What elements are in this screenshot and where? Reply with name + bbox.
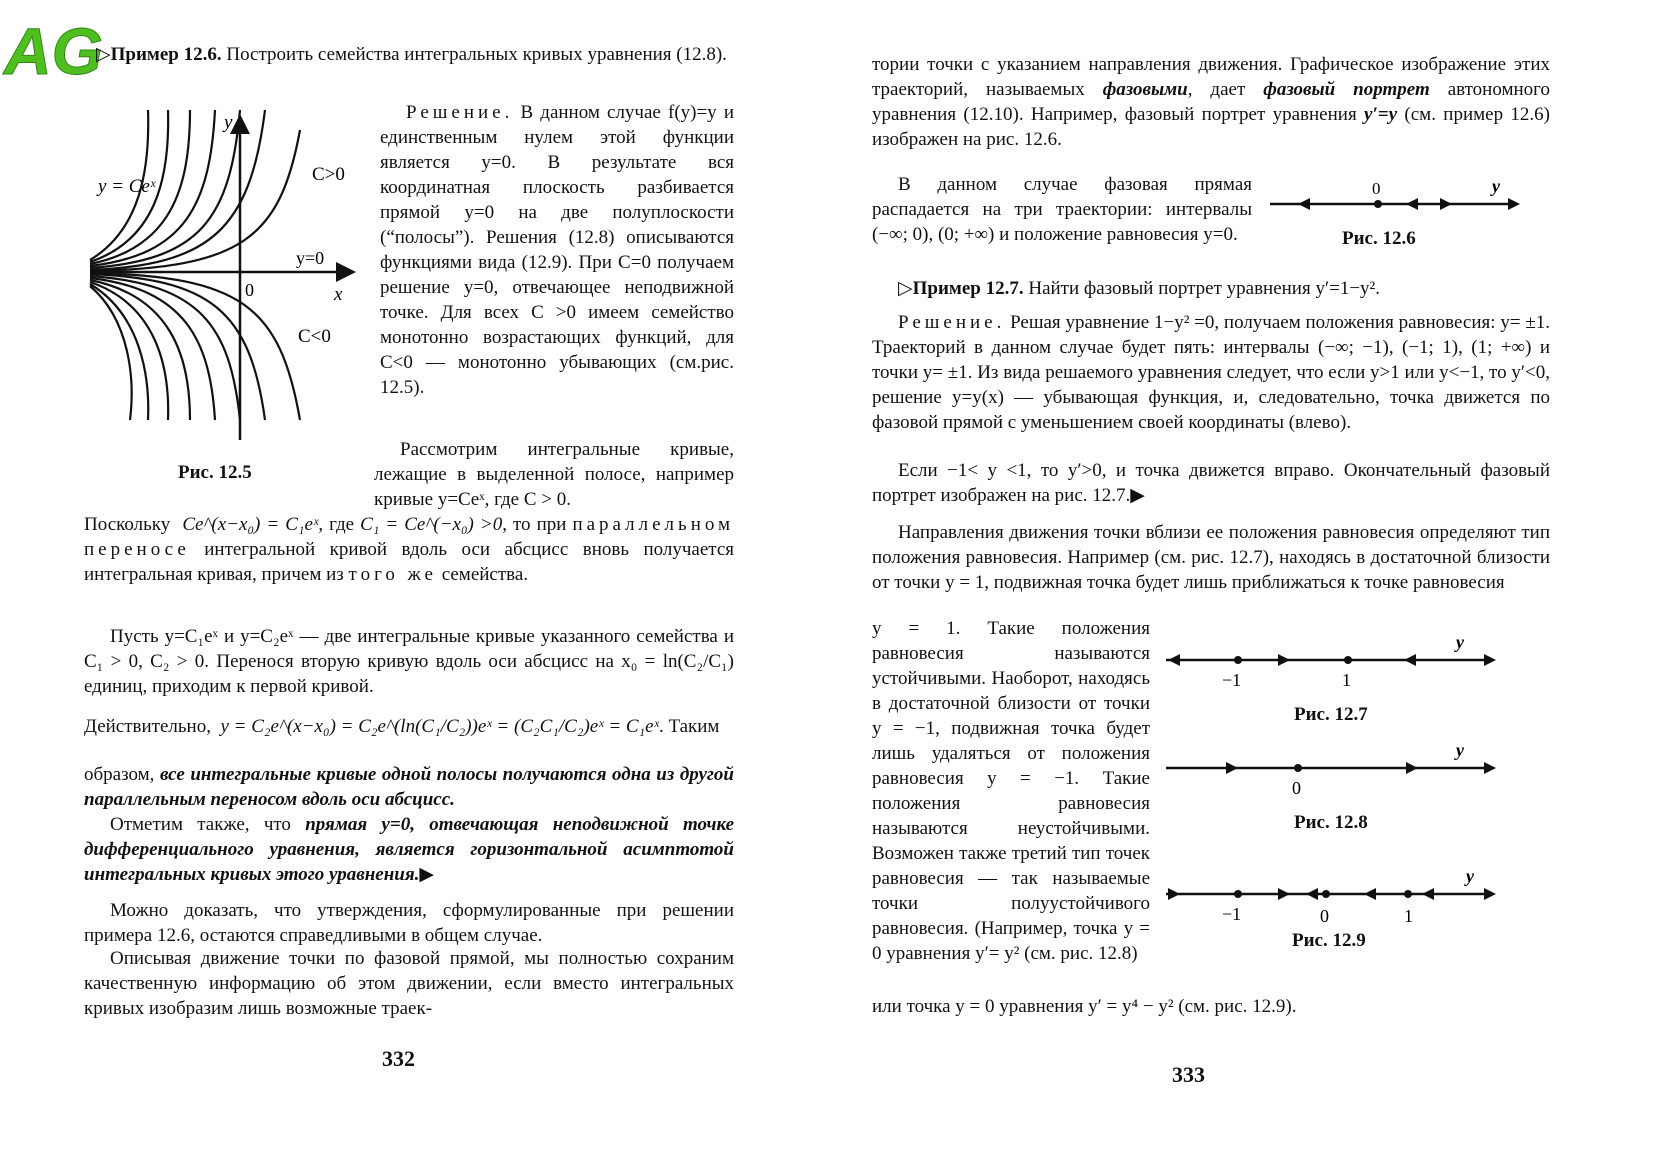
label-y-zero: y=0	[296, 248, 325, 268]
origin-label: 0	[245, 280, 254, 300]
figure-12-6-caption: Рис. 12.6	[1342, 228, 1416, 249]
figure-12-8-caption: Рис. 12.8	[1294, 812, 1368, 833]
right-page	[830, 0, 1662, 1153]
last-line: или точка y = 0 уравнения y′ = y⁴ − y² (см. рис. 12.9).	[872, 996, 1297, 1017]
figure-12-7-caption: Рис. 12.7	[1294, 704, 1368, 725]
left-page	[0, 0, 830, 1153]
solution-12-7: Решение. Решая уравнение 1−y² =0, получаем положения равновесия: y= ±1. Траекторий в данном случае будет пять: интервалы (−∞; −1), (−1; 1), (1; +∞) и точки y= ±1. Из вида решаемого уравнения следует, что если y>1 или y<−1, то y′<0, решение y=y(x) — убывающая функция, и, следовательно, точка движется по фазовой прямой с уменьшением своей координаты (влево).	[872, 312, 1550, 433]
let-paragraph: Пусть y=C₁eˣ и y=C₂eˣ — две интегральные кривые указанного семейства и C₁ > 0, C₂ > 0. Перенося вторую кривую вдоль оси абсцисс на x₀ = ln(C₂/C₁) единиц, приходим к первой кривой.	[84, 626, 734, 697]
fig8-axis: y	[1456, 740, 1464, 760]
fig6-axis: y	[1492, 176, 1500, 196]
since-paragraph: Поскольку Ce^(x−x₀) = C₁eˣ, где C₁ = Ce^(−x₀) >0, то при параллельном переносе интегральной кривой вдоль оси абсцисс вновь получается интегральная кривая, причем из того же семейства.	[84, 514, 735, 585]
figure-12-9	[1166, 866, 1496, 926]
page-number-right: 333	[1172, 1062, 1205, 1087]
figure-12-5	[90, 110, 360, 420]
label-family: y = Ceˣ	[98, 176, 156, 197]
page-number-left: 332	[382, 1046, 415, 1071]
figure-12-5-caption: Рис. 12.5	[178, 462, 252, 483]
figure-12-9-caption: Рис. 12.9	[1292, 930, 1366, 951]
prove-paragraph: Можно доказать, что утверждения, сформулированные при решении примера 12.6, остаются справедливыми в общем случае.	[84, 900, 734, 946]
figure-12-6	[1270, 178, 1520, 218]
fig6-tick-0: 0	[1372, 179, 1381, 198]
thus-paragraph: образом, все интегральные кривые одной полосы получаются одна из другой параллельным переносом вдоль оси абсцисс.	[84, 764, 735, 810]
indeed-paragraph: Действительно, y = C₂e^(x−x₀) = C₂e^(ln(C₁/C₂))eˣ = (C₂C₁/C₂)eˣ = C₁eˣ. Таким	[84, 716, 720, 737]
fig9-tick-1: 1	[1404, 906, 1413, 926]
if-paragraph: Если −1< y <1, то y′>0, и точка движется вправо. Окончательный фазовый портрет изображен на рис. 12.7.▶	[872, 460, 1550, 506]
y-axis-label: y	[224, 112, 233, 133]
fig7-tick-minus1: −1	[1222, 670, 1242, 690]
describe-paragraph: Описывая движение точки по фазовой прямой, мы полностью сохраним качественную информацию об этом движении, если вместо интегральных кривых изобразим лишь возможные траек-	[84, 948, 734, 1019]
x-axis-label: x	[334, 284, 343, 305]
label-c-positive: C>0	[312, 164, 345, 185]
fig9-tick-minus1: −1	[1222, 904, 1242, 924]
label-c-negative: C<0	[298, 326, 331, 347]
consider-paragraph: Рассмотрим интегральные кривые, лежащие в выделенной полосе, например кривые y=Ceˣ, где C > 0.	[374, 439, 734, 510]
example-12-6-heading: ▷Пример 12.6. Построить семейства интегральных кривых уравнения (12.8).	[96, 44, 727, 65]
fig9-axis: y	[1466, 866, 1474, 886]
case-paragraph: В данном случае фазовая прямая распадается на три траектории: интервалы (−∞; 0), (0; +∞) и положение равновесия y=0.	[872, 174, 1252, 245]
example-12-7-heading: ▷Пример 12.7. Найти фазовый портрет уравнения y′=1−y².	[898, 278, 1380, 299]
intro-paragraph: тории точки с указанием направления движения. Графическое изображение этих траекторий, называемых фазовыми, дает фазовый портрет автономного уравнения (12.10). Например, фазовый портрет уравнения y′=y (см. пример 12.6) изображен на рис. 12.6.	[872, 54, 1550, 150]
fig7-axis: y	[1456, 632, 1464, 652]
direction-paragraph: Направления движения точки вблизи ее положения равновесия определяют тип положения равновесия. Например (см. рис. 12.7), находясь в достаточной близости от точки y = 1, подвижная точка будет лишь приближаться к точке равновесия	[872, 522, 1550, 593]
figure-12-8	[1166, 740, 1496, 800]
logo-text: AG	[4, 14, 103, 88]
fig8-tick-0: 0	[1292, 778, 1301, 798]
note-paragraph: Отметим также, что прямая y=0, отвечающая неподвижной точке дифференциального уравнения, является горизонтальной асимптотой интегральных кривых этого уравнения.▶	[84, 814, 734, 885]
types-column: y = 1. Такие положения равновесия называются устойчивыми. Наоборот, находясь в достаточной близости от точки y = −1, подвижная точка будет лишь удаляться от положения равновесия y = −1. Такие положения равновесия называются неустойчивыми. Возможен также третий тип точек равновесия — так называемые точки полуустойчивого равновесия. (Например, точка y = 0 уравнения y′= y² (см. рис. 12.8)	[872, 618, 1150, 964]
figure-12-7	[1166, 632, 1496, 692]
fig7-tick-1: 1	[1342, 670, 1351, 690]
solution-12-6: Решение. В данном случае f(y)=y и единственным нулем этой функции является y=0. В результате вся координатная плоскость разбивается прямой y=0 на две полуплоскости (“полосы”). Решения (12.8) описываются функциями вида (12.9). При C=0 получаем решение y=0, отвечающее неподвижной точке. Для всех C >0 имеем семейство монотонно возрастающих функций, для C<0 — монотонно убывающих (см.рис. 12.5).	[380, 102, 734, 398]
fig9-tick-0: 0	[1320, 906, 1329, 926]
